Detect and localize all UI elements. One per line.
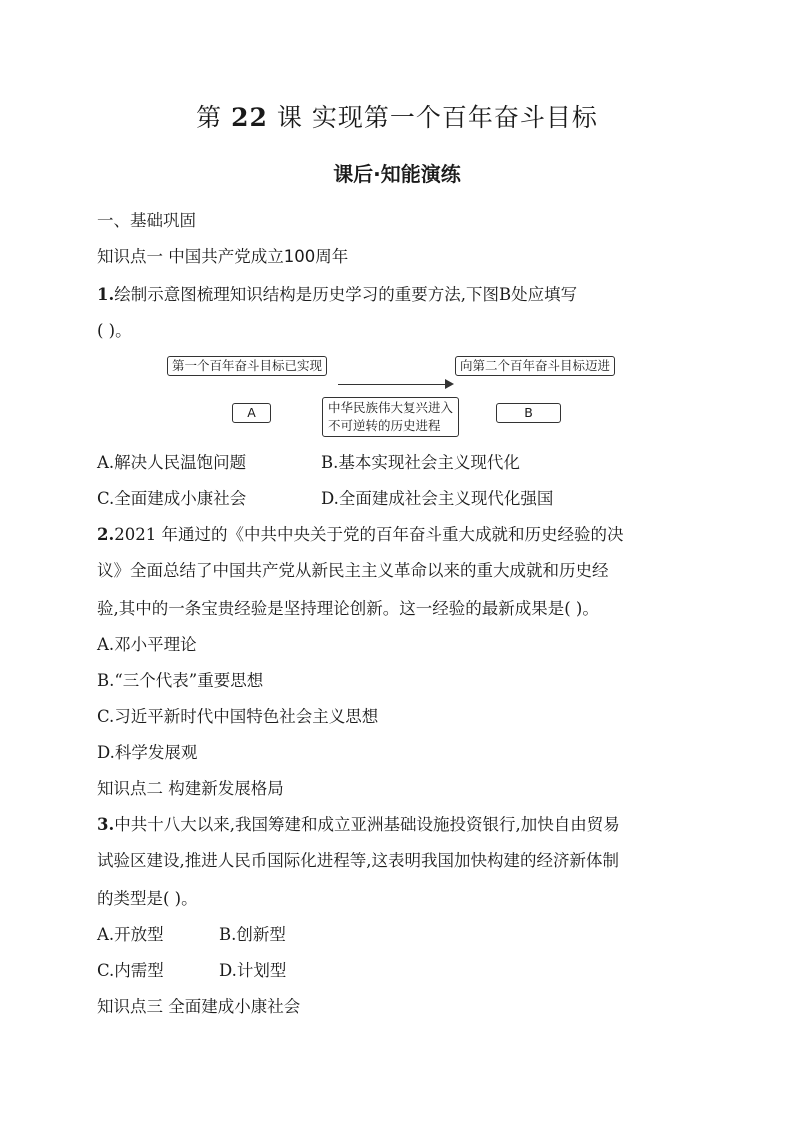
question-2-line-1 <box>97 524 707 546</box>
subtitle: 课后·知能演练 <box>333 162 461 186</box>
question-1-text: 绘制示意图梳理知识结构是历史学习的重要方法,下图B处应填写 <box>114 285 578 304</box>
question-3-option-b[interactable]: B.创新型 <box>219 925 286 944</box>
question-2-option-b[interactable]: B.“三个代表”重要思想 <box>97 671 264 690</box>
title-prefix: 第 <box>196 103 223 132</box>
question-2-option-a[interactable]: A.邓小平理论 <box>97 635 197 654</box>
question-2-text: 2021 年通过的《中共中央关于党的百年奋斗重大成就和历史经验的决 <box>114 525 624 544</box>
diagram-box-first-goal: 第一个百年奋斗目标已实现 <box>167 356 327 376</box>
question-2-number: 2. <box>97 525 115 544</box>
diagram-box-second-goal: 向第二个百年奋斗目标迈进 <box>455 356 615 376</box>
knowledge-point-1: 知识点一 中国共产党成立100周年 <box>97 247 349 266</box>
question-2-option-c[interactable]: C.习近平新时代中国特色社会主义思想 <box>97 707 379 726</box>
question-1-option-a[interactable]: A.解决人民温饱问题 <box>97 453 247 472</box>
diagram-box-rejuvenation <box>322 397 459 437</box>
question-1-options-row-1 <box>97 452 707 474</box>
diagram-box-rejuvenation-line-1: 中华民族伟大复兴进入 <box>328 400 454 415</box>
question-1-line-2: ( )。 <box>97 321 132 340</box>
question-1-line-1 <box>97 284 707 306</box>
lesson-title <box>0 98 794 134</box>
question-3-line-3: 的类型是( )。 <box>97 889 198 908</box>
question-3-number: 3. <box>97 815 115 834</box>
diagram-box-a: A <box>232 403 271 423</box>
title-number: 22 <box>231 103 268 132</box>
arrow-right-icon <box>445 379 454 389</box>
question-3-line-1 <box>97 814 707 836</box>
question-1-option-c[interactable]: C.全面建成小康社会 <box>97 489 247 508</box>
question-3-text: 中共十八大以来,我国筹建和成立亚洲基础设施投资银行,加快自由贸易 <box>114 815 620 834</box>
knowledge-point-2: 知识点二 构建新发展格局 <box>97 779 284 798</box>
question-2-line-3: 验,其中的一条宝贵经验是坚持理论创新。这一经验的最新成果是( )。 <box>97 599 599 618</box>
knowledge-point-3: 知识点三 全面建成小康社会 <box>97 997 301 1016</box>
question-1-option-b[interactable]: B.基本实现社会主义现代化 <box>321 453 520 472</box>
diagram-box-rejuvenation-line-2: 不可逆转的历史进程 <box>328 418 441 433</box>
question-3-line-2: 试验区建设,推进人民币国际化进程等,这表明我国加快构建的经济新体制 <box>97 851 619 870</box>
question-2-option-d[interactable]: D.科学发展观 <box>97 743 198 762</box>
question-1-number: 1. <box>97 285 115 304</box>
question-3-option-a[interactable]: A.开放型 <box>97 925 164 944</box>
diagram-box-b: B <box>496 403 561 423</box>
question-3-option-c[interactable]: C.内需型 <box>97 961 164 980</box>
question-3-options-row-1 <box>97 924 707 946</box>
question-3-option-d[interactable]: D.计划型 <box>219 961 287 980</box>
question-1-options-row-2 <box>97 488 707 510</box>
question-1-option-d[interactable]: D.全面建成社会主义现代化强国 <box>321 489 554 508</box>
diagram-arrow-line <box>338 384 446 385</box>
section-heading-basic: 一、基础巩固 <box>97 211 196 230</box>
title-text: 课 实现第一个百年奋斗目标 <box>276 103 598 132</box>
question-3-options-row-2 <box>97 960 707 982</box>
question-2-line-2: 议》全面总结了中国共产党从新民主主义革命以来的重大成就和历史经 <box>97 561 609 580</box>
